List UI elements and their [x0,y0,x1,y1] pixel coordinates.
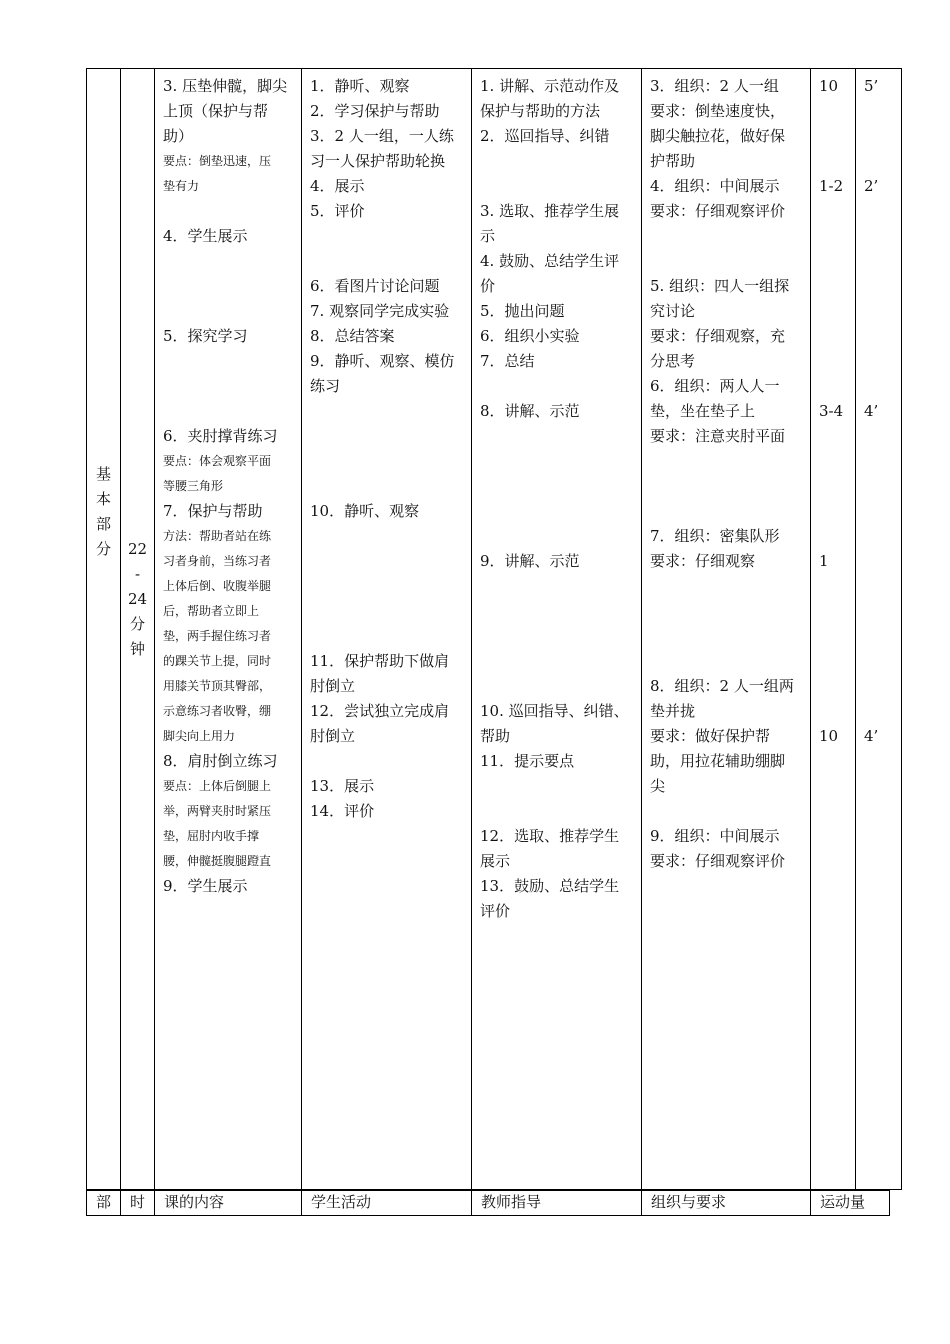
student-line [310,474,470,499]
content-line: 腰，伸髋挺腹腿蹬直 [163,854,272,868]
reps-line [819,249,853,274]
col-divider [641,68,642,1190]
col-divider [301,68,302,1190]
content-line [163,374,299,399]
duration-line [864,649,898,674]
student-line: 练习 [310,377,341,395]
teacher-line: 评价 [480,902,511,920]
col-divider [301,1190,302,1216]
content-line: 的踝关节上提，同时 [163,654,272,668]
teacher-line: 2．巡回指导、纠错 [480,127,610,145]
teacher-line [480,774,640,799]
content-line: 上顶（保护与帮 [163,102,269,120]
reps-line [819,449,853,474]
content-line: 助） [163,127,194,145]
organization-line: 要求：仔细观察，充 [650,327,786,345]
reps-line [819,474,853,499]
content-line: 要点：倒垫迅速，压 [163,154,272,168]
content-line [163,199,299,224]
col-divider [641,1190,642,1216]
organization-line: 分思考 [650,352,696,370]
student-line [310,449,470,474]
duration-line: 4’ [864,727,879,745]
organization-line: 究讨论 [650,302,696,320]
teacher-line [480,599,640,624]
organization-cell [650,74,810,874]
student-line: 2．学习保护与帮助 [310,102,440,120]
content-line: 7．保护与帮助 [163,502,263,520]
student-line [310,549,470,574]
reps-line [819,674,853,699]
content-line: 垫，屈肘内收手撑 [163,829,260,843]
content-line [163,399,299,424]
content-line: 4．学生展示 [163,227,248,245]
organization-line: 垫，坐在垫子上 [650,402,756,420]
duration-line: 2’ [864,177,879,195]
content-line: 示意练习者收臀，绷 [163,704,272,718]
organization-line: 要求：仔细观察 [650,552,756,570]
student-line: 1．静听、观察 [310,77,410,95]
reps-line [819,149,853,174]
col-divider [810,68,811,1190]
content-line: 等腰三角形 [163,479,224,493]
duration-line [864,499,898,524]
teacher-line [480,649,640,674]
section-char: 分 [95,540,111,558]
content-line: 方法：帮助者站在练 [163,529,272,543]
student-line: 12．尝试独立完成肩 [310,702,450,720]
organization-line [650,574,810,599]
content-line [163,274,299,299]
organization-line: 要求：仔细观察评价 [650,202,786,220]
student-line: 10．静听、观察 [310,502,420,520]
content-line: 9．学生展示 [163,877,248,895]
organization-line [650,249,810,274]
reps-line: 1 [819,552,829,570]
footer-teacher-label: 教师指导 [481,1193,542,1211]
col-divider [471,1190,472,1216]
reps-line [819,99,853,124]
reps-line [819,649,853,674]
duration-line [864,449,898,474]
teacher-line: 展示 [480,852,511,870]
teacher-line [480,149,640,174]
organization-line [650,499,810,524]
teacher-line: 示 [480,227,496,245]
student-line [310,224,470,249]
content-line [163,349,299,374]
organization-line: 7．组织：密集队形 [650,527,780,545]
content-line: 后，帮助者立即上 [163,604,260,618]
section-cell [87,462,120,562]
student-line: 13．展示 [310,777,375,795]
organization-line: 6．组织：两人人一 [650,377,780,395]
content-line: 3. 压垫伸髋，脚尖 [163,77,288,95]
col-divider [471,68,472,1190]
teacher-line [480,624,640,649]
content-cell [163,74,299,899]
student-line: 14．评价 [310,802,375,820]
reps-line [819,699,853,724]
reps-line [819,199,853,224]
footer-section-label: 部 [96,1193,112,1211]
student-line [310,249,470,274]
organization-line: 要求：倒垫速度快， [650,102,786,120]
organization-line: 垫并拢 [650,702,696,720]
content-line: 垫有力 [163,179,200,193]
section-char: 基 [95,465,111,483]
duration-cell [864,74,898,749]
organization-line [650,649,810,674]
reps-line [819,499,853,524]
footer-organization-label: 组织与要求 [651,1193,727,1211]
student-line: 8．总结答案 [310,327,395,345]
student-line [310,599,470,624]
teacher-line: 4. 鼓励、总结学生评 [480,252,620,270]
teacher-line: 10. 巡回指导、纠错、 [480,702,629,720]
organization-line: 9．组织：中间展示 [650,827,780,845]
footer-time-label: 时 [130,1193,146,1211]
reps-line [819,524,853,549]
duration-line [864,99,898,124]
duration-line [864,549,898,574]
organization-line [650,624,810,649]
content-line: 要点：体会观察平面 [163,454,272,468]
time-char: 分 [129,615,145,633]
reps-line [819,374,853,399]
student-line: 肘倒立 [310,727,356,745]
time-char: 22 [127,540,148,558]
footer-student-label: 学生活动 [311,1193,372,1211]
reps-line [819,124,853,149]
teacher-line [480,474,640,499]
teacher-line: 保护与帮助的方法 [480,102,601,120]
organization-line [650,449,810,474]
content-line [163,249,299,274]
organization-line [650,224,810,249]
organization-line: 脚尖触拉花，做好保 [650,127,786,145]
student-activity-cell [310,74,470,824]
reps-line [819,224,853,249]
reps-line [819,599,853,624]
organization-line: 5. 组织：四人一组探 [650,277,790,295]
duration-line [864,274,898,299]
duration-line [864,374,898,399]
content-line: 习者身前，当练习者 [163,554,272,568]
organization-line: 护帮助 [650,152,696,170]
duration-line [864,249,898,274]
teacher-line: 6．组织小实验 [480,327,580,345]
content-line: 举，两臂夹肘时紧压 [163,804,272,818]
teacher-line [480,524,640,549]
time-char: 24 [127,590,148,608]
organization-line: 要求：做好保护帮 [650,727,771,745]
teacher-line: 8．讲解、示范 [480,402,580,420]
col-divider [810,1190,811,1216]
content-line: 8．肩肘倒立练习 [163,752,278,770]
organization-line: 尖 [650,777,666,795]
reps-cell [819,74,853,749]
student-line: 6．看图片讨论问题 [310,277,440,295]
teacher-line [480,674,640,699]
duration-line [864,524,898,549]
teacher-line [480,499,640,524]
col-divider [154,1190,155,1216]
content-line: 要点：上体后倒腿上 [163,779,272,793]
duration-line [864,224,898,249]
student-line: 肘倒立 [310,677,356,695]
duration-line [864,149,898,174]
duration-line [864,199,898,224]
student-line [310,424,470,449]
organization-line: 要求：注意夹肘平面 [650,427,786,445]
reps-line: 10 [819,77,839,95]
teacher-guidance-cell [480,74,640,924]
reps-line: 10 [819,727,839,745]
teacher-line: 3. 选取、推荐学生展 [480,202,620,220]
teacher-line: 帮助 [480,727,511,745]
content-line: 垫，两手握住练习者 [163,629,272,643]
content-line [163,299,299,324]
duration-line [864,699,898,724]
section-char: 本 [95,490,111,508]
content-line: 上体后倒、收腹举腿 [163,579,272,593]
duration-line [864,324,898,349]
student-line: 4．展示 [310,177,365,195]
col-divider [154,68,155,1190]
reps-line [819,324,853,349]
reps-line: 3-4 [819,402,844,420]
organization-line [650,799,810,824]
section-char: 部 [95,515,111,533]
organization-line: 要求：仔细观察评价 [650,852,786,870]
teacher-line: 11．提示要点 [480,752,575,770]
content-line: 脚尖向上用力 [163,729,236,743]
organization-line: 8．组织：2 人一组两 [650,677,794,695]
teacher-line [480,174,640,199]
duration-line [864,599,898,624]
organization-line [650,599,810,624]
footer-load-label: 运动量 [820,1193,866,1211]
footer-content-label: 课的内容 [164,1193,225,1211]
teacher-line: 12．选取、推荐学生 [480,827,620,845]
teacher-line: 5．抛出问题 [480,302,565,320]
student-line [310,524,470,549]
teacher-line: 13．鼓励、总结学生 [480,877,620,895]
reps-line [819,274,853,299]
organization-line: 3．组织：2 人一组 [650,77,779,95]
col-divider [120,1190,121,1216]
organization-line: 4．组织：中间展示 [650,177,780,195]
duration-line [864,349,898,374]
duration-line [864,124,898,149]
duration-line [864,674,898,699]
teacher-line [480,374,640,399]
duration-line [864,624,898,649]
teacher-line: 9．讲解、示范 [480,552,580,570]
time-cell [121,537,154,662]
duration-line [864,299,898,324]
time-char: 钟 [129,640,145,658]
student-line: 3．2 人一组，一人练 [310,127,454,145]
organization-line [650,474,810,499]
student-line: 7. 观察同学完成实验 [310,302,450,320]
reps-line [819,574,853,599]
organization-line: 助，用拉花辅助绷脚 [650,752,786,770]
duration-line: 4’ [864,402,879,420]
duration-line: 5’ [864,77,879,95]
time-char: - [134,565,141,583]
content-line: 6．夹肘撑背练习 [163,427,278,445]
reps-line [819,299,853,324]
duration-line [864,574,898,599]
student-line: 5．评价 [310,202,365,220]
student-line [310,624,470,649]
content-line: 5．探究学习 [163,327,248,345]
student-line [310,574,470,599]
teacher-line: 价 [480,277,496,295]
reps-line [819,349,853,374]
student-line: 习一人保护帮助轮换 [310,152,446,170]
reps-line: 1-2 [819,177,844,195]
student-line: 11．保护帮助下做肩 [310,652,450,670]
teacher-line [480,574,640,599]
reps-line [819,624,853,649]
teacher-line [480,449,640,474]
teacher-line: 1. 讲解、示范动作及 [480,77,620,95]
student-line: 9．静听、观察、模仿 [310,352,455,370]
col-divider [855,68,856,1190]
student-line [310,399,470,424]
duration-line [864,474,898,499]
teacher-line [480,799,640,824]
teacher-line [480,424,640,449]
reps-line [819,424,853,449]
student-line [310,749,470,774]
teacher-line: 7．总结 [480,352,535,370]
duration-line [864,424,898,449]
content-line: 用膝关节顶其臀部， [163,679,272,693]
